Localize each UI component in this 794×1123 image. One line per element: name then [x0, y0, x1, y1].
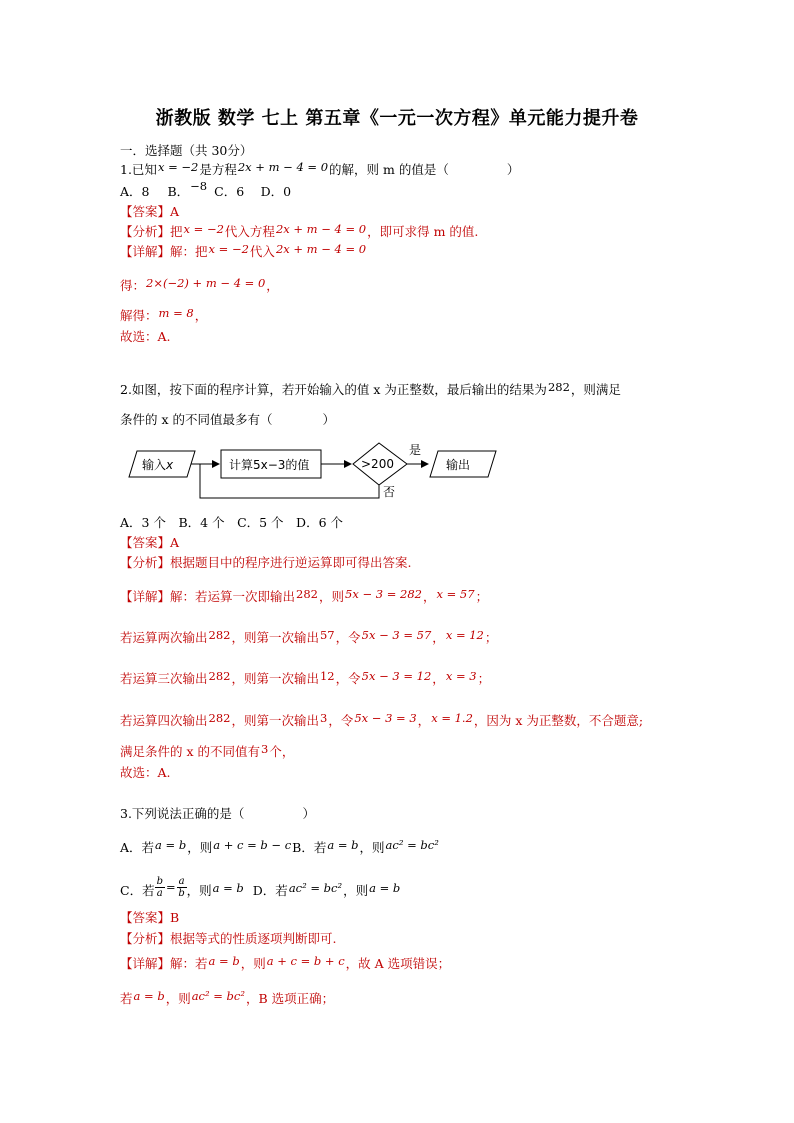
page-title: 浙教版 数学 七上 第五章《一元一次方程》单元能力提升卷 — [155, 108, 639, 129]
q1-answer: 【答案】A — [120, 204, 180, 219]
q2-detail-3: 若运算三次输出282，则第一次输出12，令5x − 3 = 12，x = 3； — [120, 669, 491, 686]
q1-detail: 【详解】解：把x = −2代入2x + m − 4 = 0 — [120, 242, 367, 259]
q3-options-cd: C．若 $\frac{b}{a}$ = $\frac{a}{b}$ ，则a = b D．若ac² = bc²，则a = b — [120, 876, 401, 899]
output-label: 输出 — [446, 458, 471, 472]
fraction-a-over-b: $\frac{a}{b}$ — [178, 876, 185, 899]
section-heading: 一．选择题（共 30分） — [120, 143, 253, 158]
q1-choose: 故选：A. — [120, 329, 171, 344]
input-label: 输入x — [142, 458, 174, 472]
q2-detail-2: 若运算两次输出282，则第一次输出57，令5x − 3 = 57，x = 12； — [120, 628, 498, 645]
q1-analysis: 【分析】把x = −2代入方程2x + m − 4 = 0，即可求得 m 的值. — [120, 222, 479, 239]
q3-detail-1: 【详解】解：若a = b，则a + c = b + c，故 A 选项错误； — [120, 954, 451, 971]
compute-label: 计算5x−3的值 — [229, 458, 310, 472]
q2-choose: 故选：A. — [120, 765, 171, 780]
fraction-b-over-a: $\frac{b}{a}$ — [156, 876, 163, 899]
q2-detail-1: 【详解】解：若运算一次即输出282，则5x − 3 = 282，x = 57； — [120, 587, 489, 604]
q3-stem: 3.下列说法正确的是（ ） — [120, 806, 315, 821]
q3-detail-2: 若a = b，则ac² = bc²，B 选项正确； — [120, 989, 335, 1006]
q3-analysis: 【分析】根据等式的性质逐项判断即可. — [120, 931, 337, 946]
q1-solve: 解得：m = 8， — [120, 306, 208, 323]
q3-options-ab: A．若a = b，则a + c = b − cB．若a = b，则ac² = bc² — [120, 838, 439, 855]
q3-answer: 【答案】B — [120, 910, 180, 925]
q1-stem: 1.已知x = −2是方程2x + m − 4 = 0的解，则 m 的值是（ ） — [120, 160, 520, 177]
q2-stem-line1: 2.如图，按下面的程序计算，若开始输入的值 x 为正整数，最后输出的结果为282，则满足 — [120, 380, 621, 397]
q2-stem-line2: 条件的 x 的不同值最多有（ ） — [120, 412, 336, 427]
q2-detail-4: 若运算四次输出282，则第一次输出3，令5x − 3 = 3，x = 1.2，因为 x 为正整数，不合题意; — [120, 711, 644, 728]
q2-answer: 【答案】A — [120, 535, 180, 550]
q2-detail-5: 满足条件的 x 的不同值有3个， — [120, 742, 295, 759]
q2-options: A．3 个 B．4 个 C．5 个 D．6 个 — [120, 515, 344, 530]
program-flowchart — [125, 438, 505, 504]
q2-analysis: 【分析】根据题目中的程序进行逆运算即可得出答案. — [120, 555, 412, 570]
condition-label: >200 — [361, 457, 394, 471]
q1-options: A．8 B．−8 C．6 D．0 — [120, 179, 292, 199]
no-label: 否 — [383, 485, 396, 499]
q1-derive: 得：2×(−2) + m − 4 = 0， — [120, 276, 279, 293]
yes-label: 是 — [409, 443, 422, 457]
